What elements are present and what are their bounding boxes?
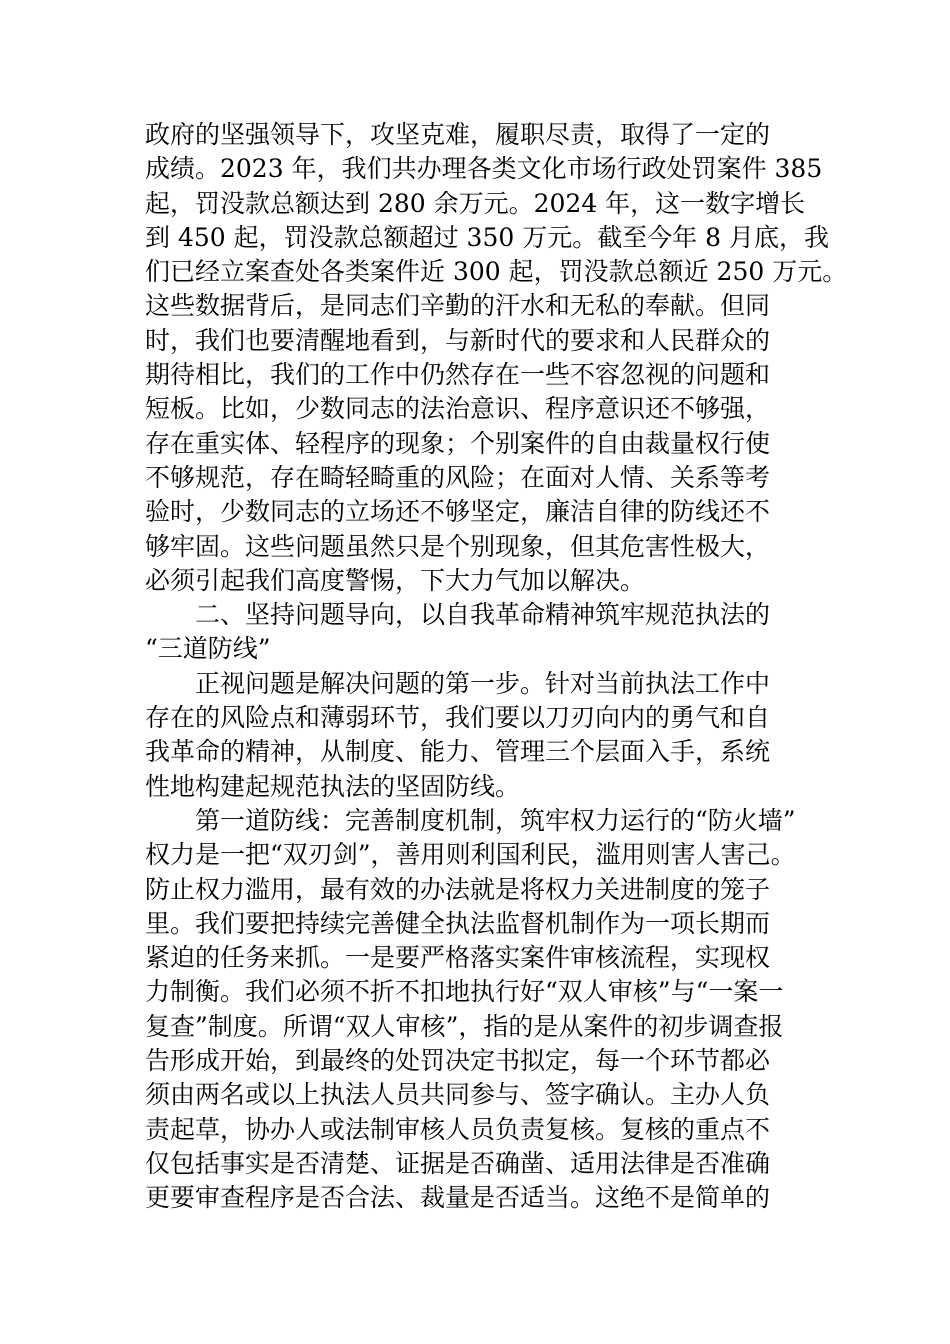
text-line: 期待相比，我们的工作中仍然存在一些不容忽视的问题和	[145, 360, 771, 390]
text-line: 防止权力滥用，最有效的办法就是将权力关进制度的笼子	[145, 874, 771, 904]
text-line: 必须引起我们高度警惕，下大力气加以解决。	[145, 565, 646, 595]
text-line: 告形成开始，到最终的处罚决定书拟定，每一个环节都必	[145, 1046, 771, 1076]
text-line: 仅包括事实是否清楚、证据是否确凿、适用法律是否准确	[145, 1148, 771, 1178]
text-line: 政府的坚强领导下，攻坚克难，履职尽责，取得了一定的	[145, 120, 771, 149]
text-line: 二、坚持问题导向，以自我革命精神筑牢规范执法的	[195, 600, 771, 630]
text-line: 到 450 起，罚没款总额超过 350 万元。截至今年 8 月底，我	[145, 222, 830, 252]
text-line: 更要审查程序是否合法、裁量是否适当。这绝不是简单的	[145, 1183, 771, 1213]
text-line: 存在重实体、轻程序的现象；个别案件的自由裁量权行使	[145, 428, 771, 458]
text-line: 这些数据背后，是同志们辛勤的汗水和无私的奉献。但同	[145, 291, 771, 321]
text-line: 里。我们要把持续完善健全执法监督机制作为一项长期而	[145, 908, 771, 938]
text-line: 力制衡。我们必须不折不扣地执行好“双人审核”与“一案一	[145, 977, 784, 1007]
text-line: 够牢固。这些问题虽然只是个别现象，但其危害性极大，	[145, 531, 771, 561]
text-line: 权力是一把“双刃剑”，善用则利国利民，滥用则害人害己。	[145, 840, 796, 870]
text-line: 正视问题是解决问题的第一步。针对当前执法工作中	[195, 668, 771, 698]
text-line: 性地构建起规范执法的坚固防线。	[145, 771, 521, 801]
text-line: 短板。比如，少数同志的法治意识、程序意识还不够强，	[145, 394, 771, 424]
text-line: 成绩。2023 年，我们共办理各类文化市场行政处罚案件 385	[145, 154, 823, 184]
text-line: 我革命的精神，从制度、能力、管理三个层面入手，系统	[145, 737, 771, 767]
text-line: 起，罚没款总额达到 280 余万元。2024 年，这一数字增长	[145, 188, 806, 218]
text-line: 验时，少数同志的立场还不够坚定，廉洁自律的防线还不	[145, 497, 771, 527]
text-line: 紧迫的任务来抓。一是要严格落实案件审核流程，实现权	[145, 943, 771, 973]
body-text	[145, 118, 848, 1216]
text-line: “三道防线”	[145, 634, 271, 664]
text-line: 时，我们也要清醒地看到，与新时代的要求和人民群众的	[145, 325, 771, 355]
text-line: 须由两名或以上执法人员共同参与、签字确认。主办人负	[145, 1080, 771, 1110]
text-line: 责起草，协办人或法制审核人员负责复核。复核的重点不	[145, 1114, 771, 1144]
text-line: 不够规范，存在畸轻畸重的风险；在面对人情、关系等考	[145, 462, 771, 492]
text-line: 们已经立案查处各类案件近 300 起，罚没款总额近 250 万元。	[145, 257, 848, 287]
text-line: 存在的风险点和薄弱环节，我们要以刀刃向内的勇气和自	[145, 703, 771, 733]
text-line: 复查”制度。所谓“双人审核”，指的是从案件的初步调查报	[145, 1011, 784, 1041]
text-line: 第一道防线：完善制度机制，筑牢权力运行的“防火墙”	[195, 805, 796, 835]
